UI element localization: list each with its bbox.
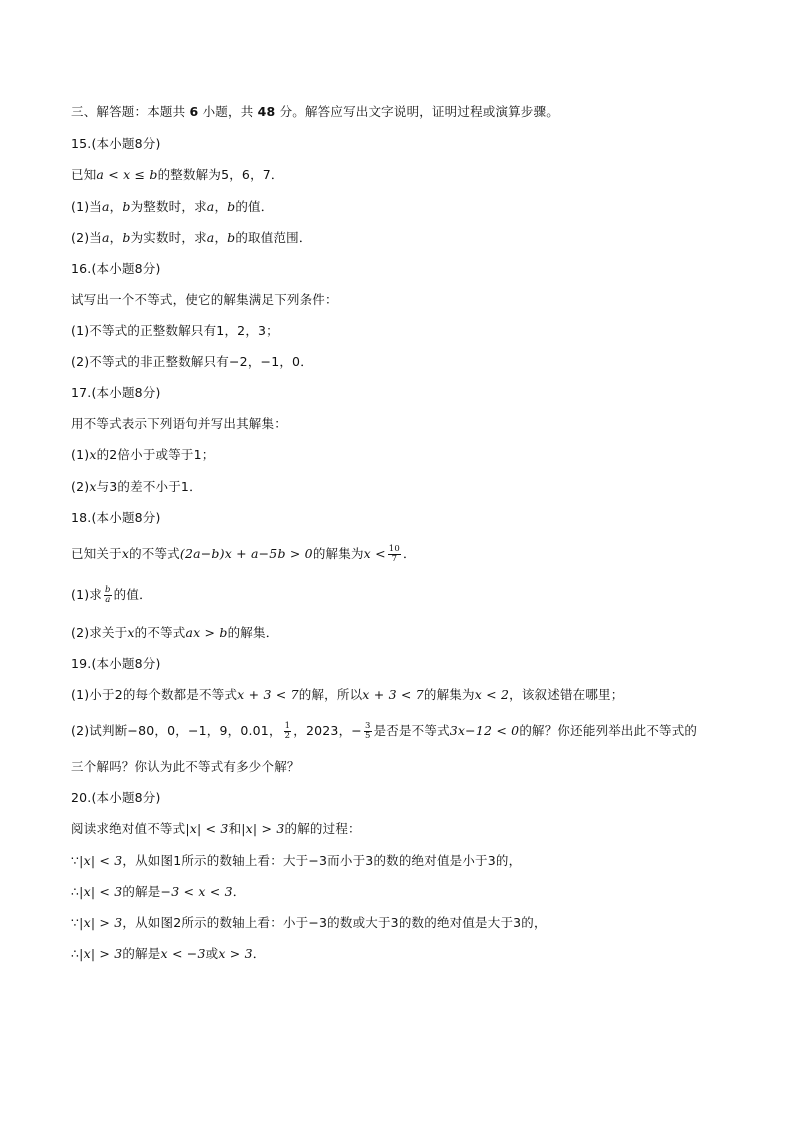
q15-stem-pre: 已知 xyxy=(71,167,97,182)
q20-l4-post: ． xyxy=(252,946,266,961)
q15-var-a: a xyxy=(96,167,105,182)
q20-l4-or: 或 xyxy=(205,946,219,961)
q19-p1-mid: 的解，所以 xyxy=(298,687,363,702)
q19-part1 xyxy=(71,685,623,705)
question-count: 6 xyxy=(189,104,199,119)
q18-p1-pre: (1)求 xyxy=(71,587,103,602)
q20-line2 xyxy=(71,882,246,902)
q15-stem-post: 的整数解为5，6，7． xyxy=(157,167,284,182)
q16-stem: 试写出一个不等式，使它的解集满足下列条件： xyxy=(71,292,338,307)
q20-l1-abs: |x| < 3 xyxy=(79,853,123,868)
q19-p2-pre: (2)试判断−80，0，−1，9，0.01， xyxy=(71,723,282,738)
q19-p2-mid: ，2023，− xyxy=(293,723,362,738)
q15-p1-comma: ， xyxy=(109,199,123,214)
q15-p2-b: b xyxy=(122,230,131,245)
q18-part2 xyxy=(71,623,278,643)
therefore-symbol: ∴ xyxy=(71,884,80,899)
q20-l3-post: ，从如图2所示的数轴上看：小于−3的数或大于3的数的绝对值是大于3的， xyxy=(122,915,547,930)
q17-stem: 用不等式表示下列语句并写出其解集： xyxy=(71,416,287,431)
q19-title: 19.(本小题8分) xyxy=(71,656,161,671)
section-heading-mid: 小题，共 xyxy=(202,104,254,119)
q18-solution-x: x < xyxy=(363,546,386,561)
q17-p2-x: x xyxy=(89,479,97,494)
q15-var-b: b xyxy=(149,167,158,182)
section-heading-prefix: 三、解答题：本题共 xyxy=(71,104,186,119)
q20-abs-gt: |x| > 3 xyxy=(241,821,285,836)
section-heading xyxy=(71,102,559,122)
q17-p2-pre: (2) xyxy=(71,479,90,494)
q17-part1 xyxy=(71,445,214,465)
q20-l4-solution-right: x > 3 xyxy=(218,946,253,961)
q15-p2-comma2: ， xyxy=(214,230,228,245)
q15-p2-a2: a xyxy=(206,230,215,245)
q18-fraction-numerator: 10 xyxy=(388,544,400,554)
q15-var-x: x xyxy=(123,167,131,182)
q18-stem xyxy=(71,544,416,564)
q18-p1-numerator: b xyxy=(105,585,111,595)
q20-stem xyxy=(71,819,361,839)
q19-p1-pre: (1)小于2的每个数都是不等式 xyxy=(71,687,238,702)
q17-p2-post: 与3的差不小于1． xyxy=(96,479,202,494)
q15-p1-post: 的值． xyxy=(235,199,274,214)
q18-p2-post: 的解集． xyxy=(227,625,279,640)
q20-l1-post: ，从如图1所示的数轴上看：大于−3而小于3的数的绝对值是小于3的， xyxy=(122,853,522,868)
q20-l2-mid: 的解是 xyxy=(122,884,161,899)
q18-p1-post: 的值． xyxy=(113,587,152,602)
q15-p1-a2: a xyxy=(206,199,215,214)
q20-l3-abs: |x| > 3 xyxy=(79,915,123,930)
q15-p1-b: b xyxy=(122,199,131,214)
q15-p2-b2: b xyxy=(227,230,236,245)
q18-stem-mid: 的不等式 xyxy=(129,546,180,561)
q19-p2-fraction-half xyxy=(284,722,292,741)
q15-p1-b2: b xyxy=(227,199,236,214)
q18-stem-post: ． xyxy=(402,546,416,561)
q20-l4-solution-left: x < −3 xyxy=(160,946,206,961)
q19-p2-mid2: 是否是不等式 xyxy=(373,723,450,738)
q16-part1: (1)不等式的正整数解只有1，2，3； xyxy=(71,323,279,338)
because-symbol: ∵ xyxy=(71,853,80,868)
q15-p2-pre: (2)当 xyxy=(71,230,103,245)
q15-p1-comma2: ， xyxy=(214,199,228,214)
q19-part2-continued: 三个解吗？你认为此不等式有多少个解？ xyxy=(71,759,300,774)
q18-p2-mid: 的不等式 xyxy=(134,625,186,640)
total-score: 48 xyxy=(257,104,276,119)
q18-p1-denominator: a xyxy=(105,595,111,605)
q19-p2-frac2-numerator: 3 xyxy=(364,721,371,731)
q15-stem xyxy=(71,165,284,185)
q15-p1-pre: (1)当 xyxy=(71,199,103,214)
q19-p2-fraction-three-fifths xyxy=(364,722,372,741)
q17-p1-x: x xyxy=(89,447,97,462)
q20-line3 xyxy=(71,913,547,933)
q19-p1-mid2: 的解集为 xyxy=(423,687,475,702)
q20-line4 xyxy=(71,944,265,964)
q18-p2-x: x xyxy=(127,625,135,640)
q15-p1-a: a xyxy=(102,199,110,214)
q19-p1-inequality2: x + 3 < 7 xyxy=(362,687,424,702)
q20-stem-pre: 阅读求绝对值不等式 xyxy=(71,821,186,836)
q15-p1-mid: 为整数时，求 xyxy=(130,199,207,214)
q19-p2-frac1-numerator: 1 xyxy=(284,721,291,731)
q15-part2 xyxy=(71,228,312,248)
q18-part1 xyxy=(71,585,152,605)
q18-title: 18.(本小题8分) xyxy=(71,510,161,525)
q20-l2-abs: |x| < 3 xyxy=(79,884,123,899)
q18-p1-fraction xyxy=(104,586,112,605)
q17-p1-pre: (1) xyxy=(71,447,90,462)
q20-abs-lt: |x| < 3 xyxy=(185,821,229,836)
q18-fraction xyxy=(388,545,401,564)
q15-title: 15.(本小题8分) xyxy=(71,136,161,151)
q15-p2-mid: 为实数时，求 xyxy=(130,230,207,245)
q18-stem-x: x xyxy=(121,546,130,561)
q15-op-le: ≤ xyxy=(130,167,150,182)
q19-p2-frac1-denominator: 2 xyxy=(284,731,291,741)
q17-part2 xyxy=(71,477,202,497)
q18-p2-inequality: ax > b xyxy=(185,625,228,640)
q19-p1-post: ，该叙述错在哪里； xyxy=(509,687,624,702)
q15-p2-comma: ， xyxy=(109,230,123,245)
q15-part1 xyxy=(71,197,273,217)
q20-title: 20.(本小题8分) xyxy=(71,790,161,805)
q16-title: 16.(本小题8分) xyxy=(71,261,161,276)
q20-stem-post: 的解的过程： xyxy=(284,821,361,836)
q17-title: 17.(本小题8分) xyxy=(71,385,161,400)
therefore-symbol: ∴ xyxy=(71,946,80,961)
q16-part2: (2)不等式的非正整数解只有−2，−1，0． xyxy=(71,354,313,369)
q15-op-lt: < xyxy=(104,167,124,182)
q20-line1 xyxy=(71,851,521,871)
q20-l4-mid: 的解是 xyxy=(122,946,161,961)
q19-part2 xyxy=(71,721,697,741)
q19-p2-inequality: 3x−12 < 0 xyxy=(449,723,520,738)
q15-p2-a: a xyxy=(102,230,110,245)
q18-inequality: (2a−b)x + a−5b > 0 xyxy=(179,546,313,561)
q18-p2-pre: (2)求关于 xyxy=(71,625,128,640)
q19-p1-inequality: x + 3 < 7 xyxy=(237,687,299,702)
q20-l4-abs: |x| > 3 xyxy=(79,946,123,961)
because-symbol: ∵ xyxy=(71,915,80,930)
q20-l2-post: ． xyxy=(232,884,246,899)
q19-p1-solution: x < 2 xyxy=(474,687,510,702)
q15-p2-post: 的取值范围． xyxy=(235,230,312,245)
q19-p2-frac2-denominator: 5 xyxy=(364,731,371,741)
section-heading-tail: 分。解答应写出文字说明，证明过程或演算步骤。 xyxy=(279,104,559,119)
q19-p2-post: 的解？你还能列举出此不等式的 xyxy=(519,723,698,738)
q18-fraction-denominator: 7 xyxy=(391,554,398,564)
q20-l2-solution: −3 < x < 3 xyxy=(160,884,233,899)
q18-stem-mid2: 的解集为 xyxy=(312,546,364,561)
q17-p1-post: 的2倍小于或等于1； xyxy=(96,447,215,462)
q18-stem-pre: 已知关于 xyxy=(71,546,122,561)
q20-stem-and: 和 xyxy=(228,821,242,836)
